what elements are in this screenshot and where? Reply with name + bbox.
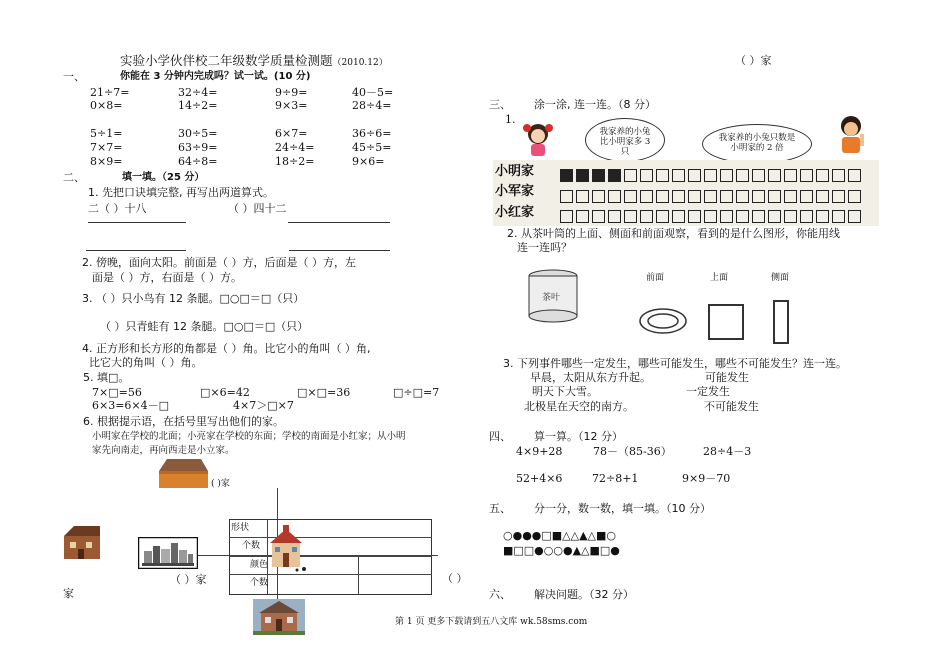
grid-cell[interactable] <box>832 190 845 203</box>
grid-cell[interactable] <box>784 210 797 223</box>
answer-item[interactable]: 可能发生 <box>705 371 749 384</box>
calc-problem: 72÷8+1 <box>592 472 639 485</box>
grid-cell[interactable] <box>816 210 829 223</box>
q2-2a: 2. 傍晚，面向太阳。前面是（ ）方，后面是（ ）方，左 <box>82 256 356 269</box>
grid-cell[interactable] <box>576 169 589 182</box>
section2-number: 二、 <box>63 171 85 184</box>
grid-cell[interactable] <box>768 190 781 203</box>
grid-cell[interactable] <box>736 190 749 203</box>
grid-cell[interactable] <box>816 169 829 182</box>
answer-line[interactable] <box>86 250 186 251</box>
thin-rectangle-shape[interactable] <box>773 300 789 344</box>
table-label: 形状 <box>231 523 250 533</box>
section6-number: 六、 <box>489 588 511 601</box>
row-label: 小明家 <box>495 164 535 179</box>
answer-line[interactable] <box>88 222 186 223</box>
q2-1a: 二（ ）十八 <box>88 202 147 215</box>
fill-problem: □×□=36 <box>297 386 351 399</box>
calc-problem: 52+4×6 <box>516 472 563 485</box>
q2-1: 1. 先把口诀填完整, 再写出两道算式。 <box>88 186 274 199</box>
problem: 64÷8= <box>178 155 218 168</box>
grid-cell[interactable] <box>608 210 621 223</box>
city-image <box>138 537 198 569</box>
grid-cell[interactable] <box>752 190 765 203</box>
q3-3: 3. 下列事件哪些一定发生，哪些可能发生，哪些不可能发生？连一连。 <box>503 357 847 370</box>
problem: 6×7= <box>275 127 308 140</box>
grid-cell[interactable] <box>688 210 701 223</box>
grid-cell[interactable] <box>608 190 621 203</box>
grid-cell[interactable] <box>720 169 733 182</box>
view-label-side: 侧面 <box>771 273 790 283</box>
problem: 21÷7= <box>90 86 130 99</box>
grid-cell[interactable] <box>848 190 861 203</box>
problem: 45÷5= <box>352 141 392 154</box>
problem: 9÷9= <box>275 86 308 99</box>
problem: 24÷4= <box>275 141 315 154</box>
section3-heading: 涂一涂, 连一连。（8 分） <box>534 98 656 111</box>
ring-shape[interactable] <box>638 307 688 335</box>
grid-cell[interactable] <box>752 210 765 223</box>
tea-canister-image <box>526 268 580 324</box>
section1-heading: 你能在 3 分钟内完成吗？试一试。(10 分) <box>120 71 311 82</box>
grid-cell[interactable] <box>752 169 765 182</box>
girl-image <box>518 120 558 160</box>
answer-item[interactable]: 一定发生 <box>686 385 730 398</box>
q2-3b: （ ）只青蛙有 12 条腿。□○□＝□（只） <box>100 320 309 333</box>
grid-cell[interactable] <box>768 210 781 223</box>
problem: 28÷4= <box>352 99 392 112</box>
section5-number: 五、 <box>489 502 511 515</box>
grid-cell[interactable] <box>624 210 637 223</box>
problem: 14÷2= <box>178 99 218 112</box>
shape-sequence-1: ○●●●□■△△▲△■○ <box>503 529 617 542</box>
grid-cell[interactable] <box>656 169 669 182</box>
table-label: 个数 <box>242 541 261 551</box>
grid-cell[interactable] <box>608 169 621 182</box>
event-item[interactable]: 明天下大雪。 <box>532 385 598 398</box>
view-label-front: 前面 <box>646 273 665 283</box>
boy-image <box>830 112 872 160</box>
grid-cell[interactable] <box>688 169 701 182</box>
page-title: 实验小学伙伴校二年级数学质量检测题（2010.12） <box>120 53 388 68</box>
problem: 36÷6= <box>352 127 392 140</box>
home-label-far-left: 家 <box>63 587 74 600</box>
grid-cell[interactable] <box>784 169 797 182</box>
table-label: 个数 <box>250 578 269 588</box>
view-label-top: 上面 <box>710 273 729 283</box>
row-label: 小军家 <box>495 184 535 199</box>
q2-4a: 4. 正方形和长方形的角都是（ ）角。比它小的角叫（ ）角, <box>82 342 371 355</box>
problem: 30÷5= <box>178 127 218 140</box>
grid-cell[interactable] <box>800 210 813 223</box>
speech-bubble-boy: 我家养的小兔只数是小明家的 2 倍 <box>702 124 812 164</box>
rectangle-shape[interactable] <box>708 304 744 340</box>
svg-text:茶叶: 茶叶 <box>542 293 561 303</box>
event-item[interactable]: 北极星在天空的南方。 <box>524 400 634 413</box>
calc-problem: 4×9+28 <box>516 445 563 458</box>
grid-cell[interactable] <box>624 190 637 203</box>
problem: 5÷1= <box>90 127 123 140</box>
problem: 40－5= <box>352 86 394 99</box>
section4-heading: 算一算。（12 分） <box>534 430 623 443</box>
grid-cell[interactable] <box>576 210 589 223</box>
grid-cell[interactable] <box>720 210 733 223</box>
problem: 8×9= <box>90 155 123 168</box>
problem: 32÷4= <box>178 86 218 99</box>
section3-number: 三、 <box>489 98 511 111</box>
problem: 18÷2= <box>275 155 315 168</box>
calc-problem: 9×9－70 <box>682 472 731 485</box>
grid-cell[interactable] <box>672 190 685 203</box>
grid-cell[interactable] <box>640 210 653 223</box>
grid-cell[interactable] <box>560 210 573 223</box>
q2-6a: 小明家在学校的北面；小亮家在学校的东面；学校的南面是小红家；从小明 <box>92 431 406 442</box>
q2-6: 6. 根据提示语，在括号里写出他们的家。 <box>83 415 284 428</box>
q2-4b: 比它大的角叫（ ）角。 <box>89 356 203 369</box>
q2-1b: （ ）四十二 <box>228 202 287 215</box>
answer-item[interactable]: 不可能发生 <box>704 400 759 413</box>
grid-cell[interactable] <box>592 210 605 223</box>
grid-row-xiaohong[interactable] <box>560 206 864 222</box>
table-label: 颜色 <box>250 560 269 570</box>
grid-cell[interactable] <box>704 190 717 203</box>
grid-cell[interactable] <box>816 190 829 203</box>
grid-cell[interactable] <box>832 169 845 182</box>
calc-problem: 78－（85-36） <box>593 445 672 458</box>
grid-cell[interactable] <box>704 210 717 223</box>
section4-number: 四、 <box>489 430 511 443</box>
grid-cell[interactable] <box>720 190 733 203</box>
grid-row-xiaojun[interactable] <box>560 186 864 202</box>
fill-problem: 4×7＞□×7 <box>233 399 294 412</box>
answer-line[interactable] <box>289 250 390 251</box>
grid-cell[interactable] <box>640 169 653 182</box>
house-top-image <box>155 457 210 489</box>
grid-cell[interactable] <box>784 190 797 203</box>
speech-bubble-girl: 我家养的小兔比小明家多 3 只 <box>585 118 665 162</box>
problem: 7×7= <box>90 141 123 154</box>
section6-heading: 解决问题。（32 分） <box>534 588 634 601</box>
fill-problem: 7×□=56 <box>92 386 142 399</box>
problem: 63÷9= <box>178 141 218 154</box>
row-label: 小红家 <box>495 205 535 220</box>
grid-cell[interactable] <box>592 190 605 203</box>
section1-number: 一、 <box>63 70 85 83</box>
q2-6b: 家先向南走，再向西走是小立家。 <box>92 445 235 456</box>
school-image <box>264 525 308 573</box>
home-label-right-bottom: （ ） <box>442 572 468 585</box>
grid-cell[interactable] <box>640 190 653 203</box>
grid-cell[interactable] <box>576 190 589 203</box>
grid-cell[interactable] <box>624 169 637 182</box>
grid-cell[interactable] <box>560 190 573 203</box>
grid-cell[interactable] <box>832 210 845 223</box>
fill-problem: 6×3=6×4－□ <box>92 399 170 412</box>
problem: 9×6= <box>352 155 385 168</box>
event-item[interactable]: 早晨，太阳从东方升起。 <box>530 371 651 384</box>
shape-sequence-2: ■□□●○○●▲△■□● <box>503 544 620 557</box>
q3-1: 1. <box>505 113 516 126</box>
grid-cell[interactable] <box>672 169 685 182</box>
house-left-image <box>62 526 102 560</box>
grid-cell[interactable] <box>656 190 669 203</box>
grid-cell[interactable] <box>848 169 861 182</box>
fill-problem: □÷□=7 <box>393 386 440 399</box>
answer-line[interactable] <box>288 222 390 223</box>
grid-cell[interactable] <box>736 169 749 182</box>
grid-cell[interactable] <box>800 190 813 203</box>
q3-2b: 连一连吗？ <box>517 241 572 254</box>
section5-heading: 分一分，数一数，填一填。（10 分） <box>534 502 711 515</box>
grid-cell[interactable] <box>560 169 573 182</box>
problem: 0×8= <box>90 99 123 112</box>
grid-cell[interactable] <box>768 169 781 182</box>
page-footer: 第 1 页 更多下载请到五八文库 wk.58sms.com <box>395 617 588 627</box>
grid-cell[interactable] <box>688 190 701 203</box>
house-bottom-image <box>253 599 305 635</box>
q2-2b: 面是（ ）方，右面是（ ）方。 <box>92 271 242 284</box>
section2-heading: 填一填。（25 分） <box>122 172 205 183</box>
q2-3a: 3. （ ）只小鸟有 12 条腿。□○□＝□（只） <box>82 292 305 305</box>
calc-problem: 28÷4－3 <box>703 445 752 458</box>
grid-cell[interactable] <box>736 210 749 223</box>
grid-row-xiaoming[interactable] <box>560 165 864 181</box>
q2-5: 5. 填□。 <box>83 371 130 384</box>
top-right-label: （ ）家 <box>735 54 772 67</box>
grid-cell[interactable] <box>592 169 605 182</box>
problem: 9×3= <box>275 99 308 112</box>
grid-cell[interactable] <box>800 169 813 182</box>
home-label-left-bottom: （ ）家 <box>170 573 207 586</box>
grid-cell[interactable] <box>704 169 717 182</box>
home-label-top: ( )家 <box>211 479 230 489</box>
grid-cell[interactable] <box>672 210 685 223</box>
grid-cell[interactable] <box>656 210 669 223</box>
fill-problem: □×6=42 <box>200 386 250 399</box>
grid-cell[interactable] <box>848 210 861 223</box>
q3-2a: 2. 从茶叶筒的上面、侧面和前面观察，看到的是什么图形，你能用线 <box>507 227 840 240</box>
